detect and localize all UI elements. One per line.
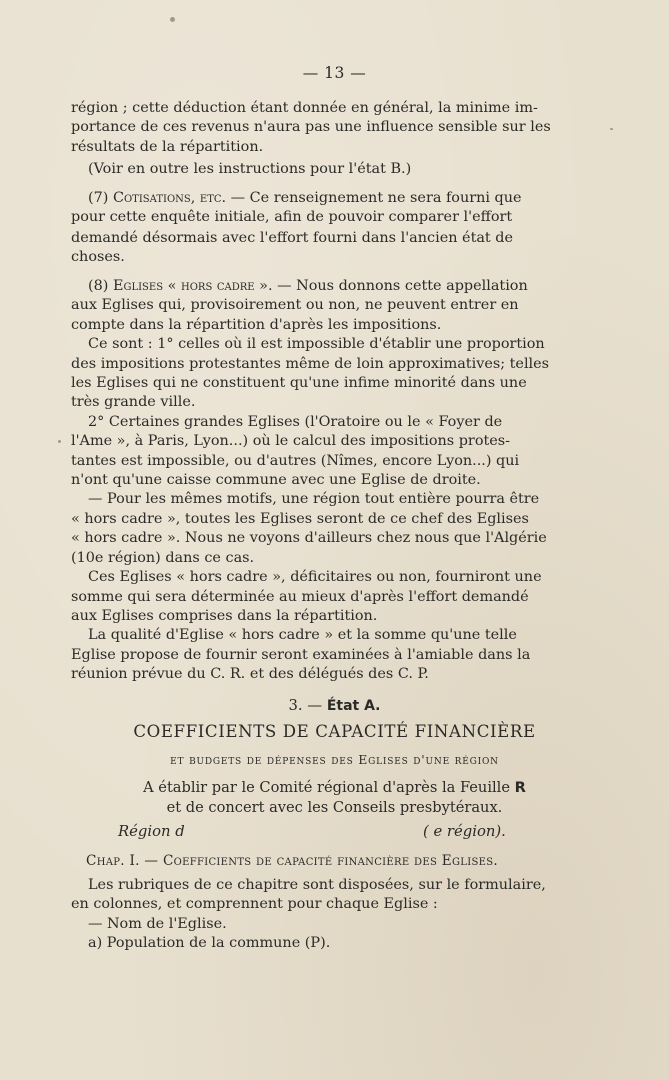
- paragraph-note: [71, 160, 577, 179]
- text-line: compte dans la répartition d'après les impositions.: [71, 316, 442, 333]
- text-line: (10e région) dans ce cas.: [71, 549, 255, 566]
- region-line: [118, 822, 538, 841]
- list-item: — Nom de l'Eglise.: [88, 915, 227, 932]
- text-line: Ce sont : 1° celles où il est impossible d'établir une proportion: [88, 336, 545, 353]
- text-line: très grande ville.: [71, 394, 196, 411]
- text-line: résultats de la répartition.: [71, 138, 264, 155]
- text-line: n'ont qu'une caisse commune avec une Eglise de droite.: [71, 472, 481, 489]
- text-line: « hors cadre », toutes les Eglises seront de ce chef des Eglises: [71, 510, 529, 527]
- section-number: [0, 696, 669, 716]
- list-item: a) Population de la commune (P).: [88, 935, 331, 952]
- section-subtitle: et budgets de dépenses des Eglises d'une région: [170, 752, 499, 767]
- item-number: (8): [88, 278, 113, 294]
- text-line: Eglise propose de fournir seront examinées à l'amiable dans la: [71, 646, 531, 663]
- text-line: [71, 277, 577, 296]
- text-line: choses.: [71, 249, 125, 266]
- text-line: 2° Certaines grandes Eglises (l'Oratoire ou le « Foyer de: [88, 413, 503, 430]
- text-line: aux Eglises comprises dans la répartition.: [71, 607, 378, 624]
- text-line: Les rubriques de ce chapitre sont disposées, sur le formulaire,: [88, 877, 546, 893]
- region-number: ( e région).: [423, 823, 506, 840]
- text-line: — Pour les mêmes motifs, une région tout entière pourra être: [88, 491, 540, 508]
- paper-speck: [170, 17, 175, 22]
- text-line: région ; cette déduction étant donnée en général, la minime im-: [71, 100, 538, 116]
- region-label: Région d: [118, 823, 185, 840]
- text-line: des impositions protestantes même de loin approximatives; telles: [71, 355, 550, 372]
- chapter-intro: [71, 876, 581, 954]
- text-span: — Ce renseignement ne sera fourni que: [226, 190, 522, 206]
- paragraph-7: [71, 189, 577, 268]
- item-heading: Cotisations, etc.: [112, 190, 227, 206]
- text-line: en colonnes, et comprennent pour chaque Eglise :: [71, 896, 438, 913]
- page-number: — 13 —: [302, 64, 367, 82]
- form-letter: R: [514, 779, 526, 796]
- text-line: portance de ces revenus n'aura pas une influence sensible sur les: [71, 119, 551, 136]
- text-line: tantes est impossible, ou d'autres (Nîmes, encore Lyon...) qui: [71, 452, 520, 469]
- paragraph-continuation: [71, 99, 577, 157]
- text-line: demandé désormais avec l'effort fourni dans l'ancien état de: [71, 229, 514, 246]
- text-line: aux Eglises qui, provisoirement ou non, ne peuvent entrer en: [71, 297, 519, 314]
- text-line: [71, 189, 577, 208]
- text-line: Ces Eglises « hors cadre », déficitaires ou non, fourniront une: [88, 569, 542, 586]
- text-line: [0, 778, 669, 798]
- text-line: pour cette enquête initiale, afin de pouvoir comparer l'effort: [71, 209, 513, 226]
- text-line: La qualité d'Eglise « hors cadre » et la somme qu'une telle: [88, 627, 517, 644]
- text-line: réunion prévue du C. R. et des délégués des C. P.: [71, 666, 429, 683]
- establishment-note: [0, 778, 669, 818]
- paper-speck: [58, 440, 61, 443]
- text-line: et de concert avec les Conseils presbytéraux.: [166, 799, 503, 816]
- text-line: « hors cadre ». Nous ne voyons d'ailleurs chez nous que l'Algérie: [71, 530, 547, 547]
- item-heading: Eglises « hors cadre ».: [112, 278, 273, 294]
- text-line: l'Ame », à Paris, Lyon...) où le calcul des impositions protes-: [71, 433, 511, 450]
- section-number-text: 3. —: [288, 697, 327, 714]
- section-title: COEFFICIENTS DE CAPACITÉ FINANCIÈRE: [133, 722, 536, 741]
- text-line: les Eglises qui ne constituent qu'une infime minorité dans une: [71, 375, 527, 392]
- text-line: (Voir en outre les instructions pour l'état B.): [88, 161, 412, 177]
- chapter-heading: Chap. I. — Coefficients de capacité financière des Eglises.: [86, 853, 498, 869]
- text-span: A établir par le Comité régional d'après la Feuille: [143, 779, 515, 796]
- paper-speck: [610, 128, 613, 130]
- section-label: État A.: [326, 698, 381, 714]
- text-line: somme qui sera déterminée au mieux d'après l'effort demandé: [71, 588, 529, 605]
- paragraph-8: [71, 277, 577, 685]
- text-span: — Nous donnons cette appellation: [272, 278, 528, 294]
- item-number: (7): [88, 190, 113, 206]
